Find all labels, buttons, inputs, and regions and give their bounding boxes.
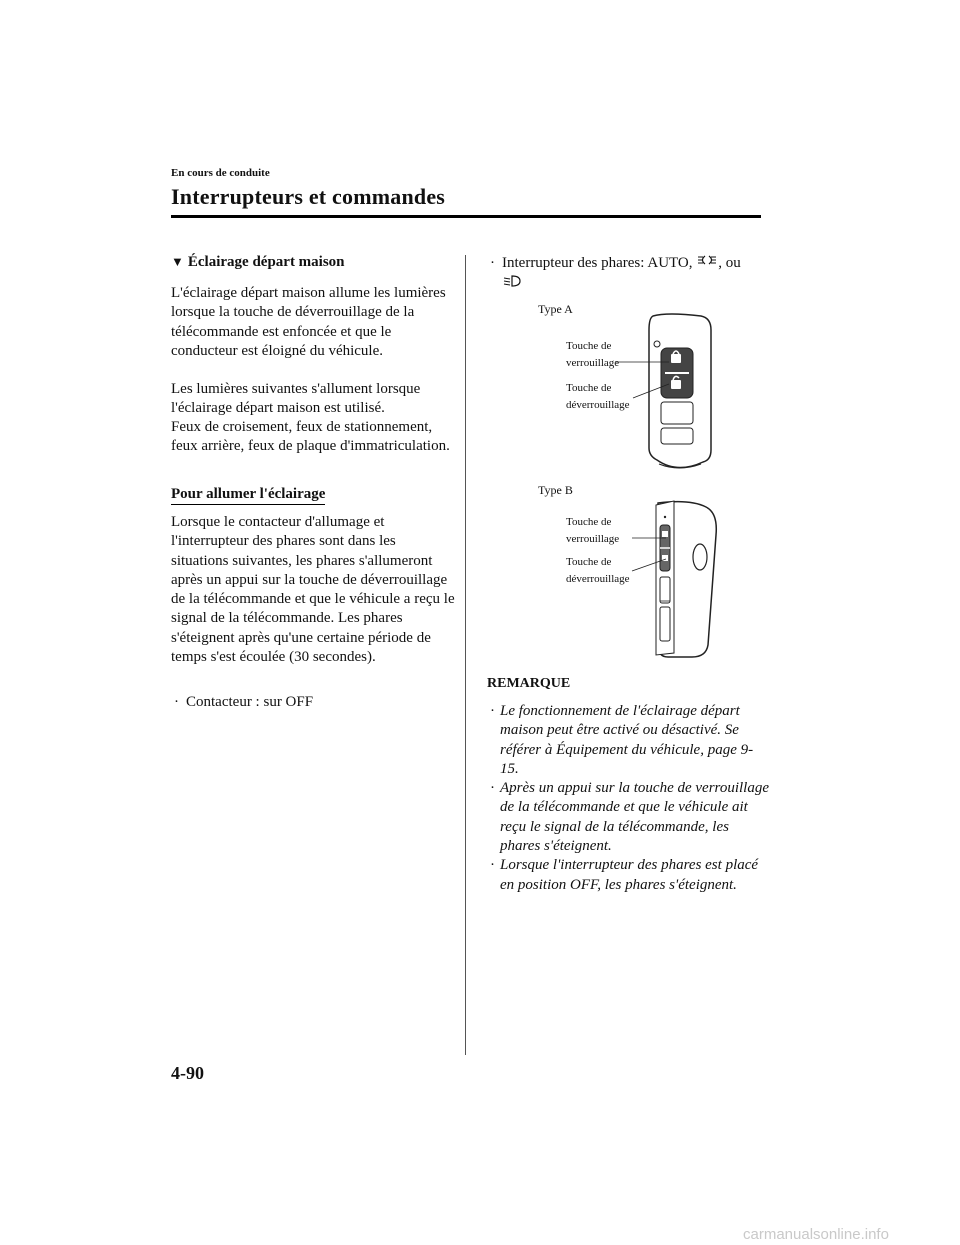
bullet-text: Interrupteur des phares: AUTO,: [502, 255, 697, 271]
callout-line: déverrouillage: [566, 573, 630, 585]
parking-lights-icon: [696, 254, 718, 266]
bullet-item: · Contacteur : sur OFF: [174, 694, 314, 710]
bullet-item-headlight-switch: · Interrupteur des phares: AUTO, , ou: [490, 254, 770, 293]
note-item: · Après un appui sur la touche de verrouillage de la télécommande et que le véhicule ait reçu le signal de la télécommande, les phares s'éteignent.: [490, 780, 769, 855]
note-list: [490, 702, 770, 895]
section-heading-text: Éclairage départ maison: [187, 254, 345, 270]
note-text: Après un appui sur la touche de verrouillage de la télécommande et que le véhicule ait reçu le signal de la télécommande, les phares s'éteignent.: [500, 780, 769, 855]
triangle-marker-icon: ▼: [171, 254, 184, 269]
callout-line: Touche de: [566, 340, 612, 352]
title-divider: [171, 215, 761, 218]
section-heading: [171, 254, 345, 271]
callout-line: Touche de: [566, 556, 612, 568]
callout-line: déverrouillage: [566, 399, 630, 411]
note-title: REMARQUE: [487, 676, 571, 691]
note-text: Lorsque l'interrupteur des phares est placé en position OFF, les phares s'éteignent.: [500, 857, 759, 893]
callout-line: verrouillage: [566, 357, 620, 369]
figure-a-type-label: Type A: [538, 302, 573, 316]
lights-list-paragraph: Feux de croisement, feux de stationnement, feux arrière, feux de plaque d'immatriculation.: [171, 419, 450, 455]
callout-line: verrouillage: [566, 533, 620, 545]
figure-a-lock-callout: [566, 338, 619, 372]
bullet-text: Contacteur : sur OFF: [186, 694, 314, 710]
note-text: Le fonctionnement de l'éclairage départ maison peut être activé ou désactivé. Se référer à Équipement du véhicule, page 9-15.: [500, 703, 754, 777]
figure-b-type-label: Type B: [538, 483, 573, 497]
conditions-paragraph: Lorsque le contacteur d'allumage et l'interrupteur des phares sont dans les situations suivantes, les phares s'allumeront après un appui sur la touche de déverrouillage de la télécommande et que le véhicule a reçu le signal de la télécommande. Les phares s'éteignent après qu'une certaine période de temps s'est écoulée (30 secondes).: [171, 514, 455, 666]
intro-paragraph: L'éclairage départ maison allume les lumières lorsque la touche de déverrouillage de la télécommande est enfoncée et que le conducteur est éloigné du véhicule.: [171, 285, 446, 359]
lights-paragraph: Les lumières suivantes s'allument lorsque l'éclairage départ maison est utilisé.: [171, 381, 421, 417]
key-fob-type-b-illustration: [620, 495, 725, 665]
page-title: Interrupteurs et commandes: [171, 184, 446, 209]
column-divider: [465, 255, 466, 1055]
callout-line: Touche de: [566, 382, 612, 394]
figure-b-lock-callout: [566, 514, 619, 548]
bullet-suffix: , ou: [718, 255, 741, 271]
note-item: · Le fonctionnement de l'éclairage départ maison peut être activé ou désactivé. Se référer à Équipement du véhicule, page 9-15.: [490, 703, 754, 777]
headlights-low-beam-icon: [502, 275, 522, 287]
section-label: En cours de conduite: [171, 167, 270, 179]
subheading: Pour allumer l'éclairage: [171, 486, 325, 505]
page-number: 4-90: [171, 1063, 204, 1083]
key-fob-type-a-illustration: [615, 310, 720, 480]
callout-line: Touche de: [566, 516, 612, 528]
watermark: carmanualsonline.info: [743, 1226, 889, 1243]
note-item: · Lorsque l'interrupteur des phares est placé en position OFF, les phares s'éteignent.: [490, 857, 759, 893]
